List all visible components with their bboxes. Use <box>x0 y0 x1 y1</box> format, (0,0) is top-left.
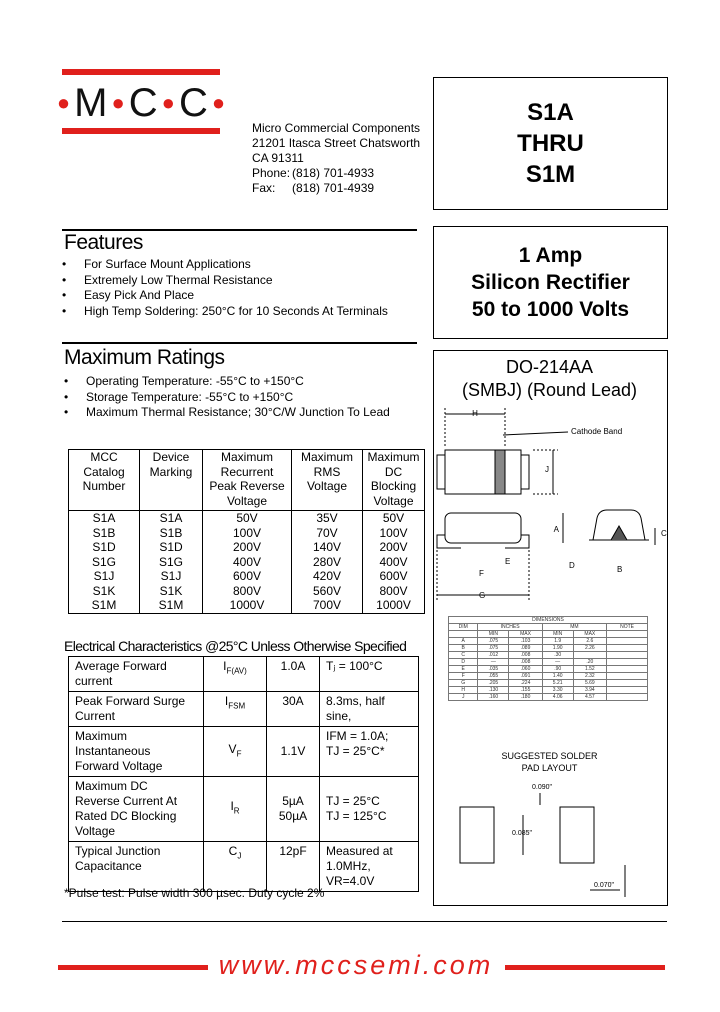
dim-cell: 5.69 <box>573 680 607 687</box>
dim-cell <box>607 638 648 645</box>
package-drawing <box>433 400 666 610</box>
feature-item: • Extremely Low Thermal Resistance <box>84 273 388 289</box>
param-cell: Maximum DC Reverse Current At Rated DC Blocking Voltage <box>69 777 204 842</box>
part-title-line1: S1A <box>527 99 574 126</box>
dim-cell: .060 <box>509 666 543 673</box>
pad-height-label: 0.085" <box>512 830 533 837</box>
feature-item: • High Temp Soldering: 250°C for 10 Seconds At Terminals <box>84 304 388 320</box>
dim-cell: A <box>449 638 478 645</box>
param-cell: Typical Junction Capacitance <box>69 842 204 892</box>
pad-width-label: 0.090" <box>532 784 553 791</box>
table-row <box>69 777 419 842</box>
dim-cell: .075 <box>478 638 509 645</box>
desc-line3: 50 to 1000 Volts <box>471 298 630 321</box>
condition-cell: 8.3ms, half sine, <box>320 692 419 727</box>
condition-cell: TJ = 25°C TJ = 125°C <box>320 777 419 842</box>
dim-cell: .075 <box>478 645 509 652</box>
dim-cell: 1.40 <box>542 673 573 680</box>
dim-table-row <box>449 638 648 645</box>
table-row: S1K S1K 800V 560V 800V <box>69 584 425 599</box>
dim-cell <box>607 659 648 666</box>
features-list <box>84 257 388 319</box>
dim-cell <box>607 666 648 673</box>
dim-cell: 4.06 <box>542 694 573 701</box>
condition-cell: IFM = 1.0A; TJ = 25°C* <box>320 727 419 777</box>
phone-label: Phone: <box>252 166 291 180</box>
dim-cell: 5.21 <box>542 680 573 687</box>
electrical-table <box>68 656 419 892</box>
dim-table-row <box>449 645 648 652</box>
package-title-line2: (SMBJ) (Round Lead) <box>461 380 638 400</box>
dim-table-row <box>449 687 648 694</box>
dim-col-header: NOTE <box>607 624 648 631</box>
company-address <box>252 121 420 196</box>
dim-col-header: INCHES <box>478 624 542 631</box>
symbol-cell: $I_{FSM}$ <box>204 692 267 727</box>
solder-pad-title <box>433 750 666 774</box>
symbol-cell: $I_{F(AV)}$ <box>204 657 267 692</box>
package-title-line1: DO-214AA <box>505 357 594 377</box>
footer-divider <box>62 921 667 922</box>
symbol-cell: $C_J$ <box>204 842 267 892</box>
table-row: S1G S1G 400V 280V 400V <box>69 555 425 570</box>
dim-cell <box>607 652 648 659</box>
dim-cell: J <box>449 694 478 701</box>
dim-cell <box>607 694 648 701</box>
table-row: S1A S1A 50V 35V 50V <box>69 511 425 526</box>
dim-label-d: D <box>569 561 575 570</box>
dim-cell: .30 <box>542 652 573 659</box>
company-street: 21201 Itasca Street Chatsworth <box>252 136 421 150</box>
solder-pad-right <box>560 807 594 863</box>
pad-gap-label: 0.070" <box>594 882 615 889</box>
dim-cell: .012 <box>478 652 509 659</box>
table-row: S1D S1D 200V 140V 200V <box>69 540 425 555</box>
desc-line1: 1 Amp <box>518 244 583 267</box>
value-cell: 1.0A <box>267 657 320 692</box>
dim-cell: G <box>449 680 478 687</box>
dim-col-header: DIM <box>449 624 478 631</box>
table-row: S1J S1J 600V 420V 600V <box>69 569 425 584</box>
dim-subcol-header: MAX <box>509 631 543 638</box>
dim-cell: .20 <box>573 659 607 666</box>
dim-cell: .160 <box>478 694 509 701</box>
dim-table-row <box>449 680 648 687</box>
ratings-header-row <box>69 450 425 511</box>
col-dc-blocking: Maximum DC Blocking Voltage <box>363 450 425 511</box>
dim-cell <box>573 652 607 659</box>
dim-cell: .130 <box>478 687 509 694</box>
dim-label-b: B <box>617 565 623 574</box>
footer-website-link[interactable]: www.mccsemi.com <box>218 950 494 980</box>
side-view-body <box>445 513 521 543</box>
electrical-heading: Electrical Characteristics @25°C Unless Otherwise Specified <box>64 638 407 654</box>
company-city: CA 91311 <box>252 151 304 165</box>
dimensions-heading: DIMENSIONS <box>449 617 648 624</box>
dim-cell: .055 <box>478 673 509 680</box>
symbol-cell: $I_R$ <box>204 777 267 842</box>
cathode-band-label: Cathode Band <box>571 427 623 436</box>
table-row <box>69 692 419 727</box>
dim-label-a: A <box>553 525 559 534</box>
dim-table-row <box>449 659 648 666</box>
dimensions-table <box>448 616 648 701</box>
solder-title-line2: PAD LAYOUT <box>521 763 578 773</box>
company-name: Micro Commercial Components <box>252 121 421 135</box>
param-cell: Average Forward current <box>69 657 204 692</box>
pulse-footnote: *Pulse test: Pulse width 300 µsec. Duty cycle 2% <box>64 886 325 900</box>
dim-subcol-header: MIN <box>542 631 573 638</box>
footer-bar-left <box>58 965 208 970</box>
dim-cell: 1.52 <box>573 666 607 673</box>
dim-cell: — <box>542 659 573 666</box>
dim-cell: .155 <box>509 687 543 694</box>
ratings-table <box>68 449 425 614</box>
col-device-marking: Device Marking <box>140 450 203 511</box>
fax-number: (818) 701-4939 <box>292 181 375 195</box>
dim-cell: F <box>449 673 478 680</box>
table-row <box>69 727 419 777</box>
dim-cell: .180 <box>509 694 543 701</box>
dim-label-f: F <box>479 569 484 578</box>
condition-cell: Measured at 1.0MHz, VR=4.0V <box>320 842 419 892</box>
dim-subcol-header: MIN <box>478 631 509 638</box>
phone-number: (818) 701-4933 <box>292 166 375 180</box>
logo-bar-bottom <box>62 128 220 134</box>
dim-cell: .103 <box>509 638 543 645</box>
dim-label-g: G <box>479 591 486 600</box>
solder-pad-layout <box>440 775 660 900</box>
cathode-band <box>495 450 505 494</box>
dim-cell: .091 <box>509 673 543 680</box>
value-cell: 30A <box>267 692 320 727</box>
feature-item: • Easy Pick And Place <box>84 288 388 304</box>
col-rms: Maximum RMS Voltage <box>292 450 363 511</box>
dim-cell <box>607 673 648 680</box>
table-row <box>69 657 419 692</box>
dim-cell <box>607 680 648 687</box>
mcc-logo: ● M ● C ● C ● <box>56 80 228 125</box>
rating-item: • Operating Temperature: -55°C to +150°C <box>86 374 390 390</box>
dim-cell: .089 <box>509 645 543 652</box>
dim-cell: .205 <box>478 680 509 687</box>
dim-cell: 2.6 <box>573 638 607 645</box>
logo-bar-top <box>62 69 220 75</box>
fax-label: Fax: <box>252 181 276 195</box>
dim-cell: E <box>449 666 478 673</box>
dim-cell: 1.9 <box>542 638 573 645</box>
package-title <box>433 356 666 402</box>
top-view-body <box>445 450 521 494</box>
param-cell: Peak Forward Surge Current <box>69 692 204 727</box>
part-title-line2: THRU <box>517 130 584 157</box>
dim-cell: D <box>449 659 478 666</box>
dim-cell: .90 <box>542 666 573 673</box>
dim-label-h: H <box>472 409 478 418</box>
ratings-divider <box>62 342 417 344</box>
param-cell: Maximum Instantaneous Forward Voltage <box>69 727 204 777</box>
part-description-box <box>433 226 668 339</box>
table-row <box>69 842 419 892</box>
dim-cell: 2.32 <box>573 673 607 680</box>
dim-table-row <box>449 652 648 659</box>
dim-cell: B <box>449 645 478 652</box>
feature-item: • For Surface Mount Applications <box>84 257 388 273</box>
max-ratings-heading: Maximum Ratings <box>64 346 225 369</box>
col-mcc-catalog: MCC Catalog Number <box>69 450 140 511</box>
dim-label-c: C <box>661 529 667 538</box>
part-title-box <box>433 77 668 210</box>
condition-cell: Tⱼ = 100°C <box>320 657 419 692</box>
dim-label-j: J <box>545 465 549 474</box>
dim-cell: .008 <box>509 659 543 666</box>
dim-table-row <box>449 673 648 680</box>
dim-cell: .035 <box>478 666 509 673</box>
solder-title-line1: SUGGESTED SOLDER <box>501 751 598 761</box>
dim-cell: 1.90 <box>542 645 573 652</box>
dim-label-e: E <box>505 557 511 566</box>
dim-cell: C <box>449 652 478 659</box>
dim-cell <box>607 645 648 652</box>
dim-table-row <box>449 694 648 701</box>
rating-item: • Maximum Thermal Resistance; 30°C/W Junction To Lead <box>86 405 390 421</box>
dim-cell: — <box>478 659 509 666</box>
rating-item: • Storage Temperature: -55°C to +150°C <box>86 390 390 406</box>
part-title-line3: S1M <box>525 161 576 188</box>
features-heading: Features <box>64 231 143 254</box>
dim-cell: 4.57 <box>573 694 607 701</box>
dim-cell: H <box>449 687 478 694</box>
max-ratings-list <box>86 374 390 421</box>
dim-cell: 2.26 <box>573 645 607 652</box>
value-cell: 5µA 50µA <box>267 777 320 842</box>
col-peak-reverse: Maximum Recurrent Peak Reverse Voltage <box>203 450 292 511</box>
dim-cell: 3.94 <box>573 687 607 694</box>
dim-table-row <box>449 666 648 673</box>
table-row: S1B S1B 100V 70V 100V <box>69 526 425 541</box>
table-row: S1M S1M 1000V 700V 1000V <box>69 598 425 613</box>
symbol-cell: $V_F$ <box>204 727 267 777</box>
desc-line2: Silicon Rectifier <box>471 271 630 294</box>
dim-cell: .008 <box>509 652 543 659</box>
dim-cell: .224 <box>509 680 543 687</box>
footer-bar-right <box>505 965 665 970</box>
dim-subcol-header: MAX <box>573 631 607 638</box>
dim-cell: 3.30 <box>542 687 573 694</box>
dim-col-header: MM <box>542 624 606 631</box>
dim-cell <box>607 687 648 694</box>
solder-pad-left <box>460 807 494 863</box>
value-cell: 1.1V <box>267 727 320 777</box>
value-cell: 12pF <box>267 842 320 892</box>
